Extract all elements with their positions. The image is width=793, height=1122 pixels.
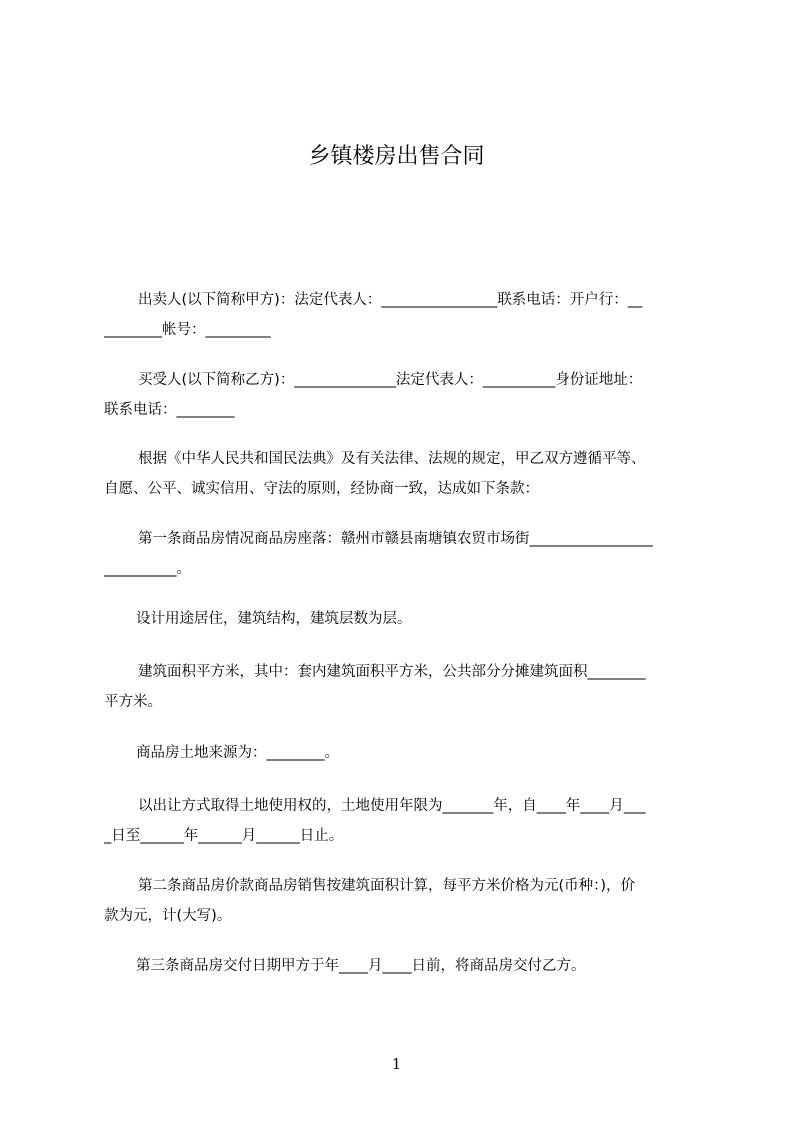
article2-line-1: 第二条商品房价款商品房销售按建筑面积计算，每平方米价格为元(币种：)，价 <box>138 878 636 894</box>
land-source-paragraph <box>104 738 704 768</box>
basis-line-2: 自愿、公平、诚实信用、守法的原则，经协商一致，达成如下条款： <box>104 481 539 497</box>
article2-paragraph <box>104 871 704 931</box>
buyer-paragraph <box>104 365 704 425</box>
land-use-paragraph <box>104 791 704 851</box>
seller-line-1: 出卖人(以下简称甲方)：法定代表人：________________联系电话：开户行：__ <box>138 292 643 308</box>
page-number: 1 <box>391 1055 402 1073</box>
article2-line-2: 款为元，计(大写)。 <box>104 908 232 924</box>
article3-line-1: 第三条商品房交付日期甲方于年____月____日前，将商品房交付乙方。 <box>136 958 586 974</box>
land-source-line-1: 商品房土地来源为：________。 <box>136 745 339 761</box>
land-use-line-1: 以出让方式取得土地使用权的，土地使用年限为_______年，自____年____月___ <box>138 798 646 814</box>
area-line-2: 平方米。 <box>104 694 162 710</box>
seller-paragraph <box>104 285 704 345</box>
article1-paragraph <box>104 524 704 584</box>
area-paragraph <box>104 657 704 717</box>
buyer-line-1: 买受人(以下简称乙方)：______________法定代表人：__________身份证地址： <box>138 372 643 388</box>
document-title: 乡镇楼房出售合同 <box>308 144 485 169</box>
area-line-1: 建筑面积平方米，其中：套内建筑面积平方米，公共部分分摊建筑面积________ <box>138 664 646 680</box>
basis-paragraph <box>104 444 704 504</box>
basis-line-1: 根据《中华人民共和国民法典》及有关法律、法规的规定，甲乙双方遵循平等、 <box>138 451 646 467</box>
design-line-1: 设计用途居住，建筑结构，建筑层数为层。 <box>136 611 412 627</box>
design-paragraph <box>104 604 704 634</box>
buyer-line-2: 联系电话：________ <box>104 402 235 418</box>
article1-line-1: 第一条商品房情况商品房座落：赣州市赣县南塘镇农贸市场街_________________ <box>138 531 653 547</box>
article1-line-2: __________。 <box>104 561 191 577</box>
land-use-line-2: _日至______年______月______日止。 <box>104 828 344 844</box>
article3-paragraph <box>104 951 704 981</box>
seller-line-2: ________帐号：_________ <box>104 322 271 338</box>
